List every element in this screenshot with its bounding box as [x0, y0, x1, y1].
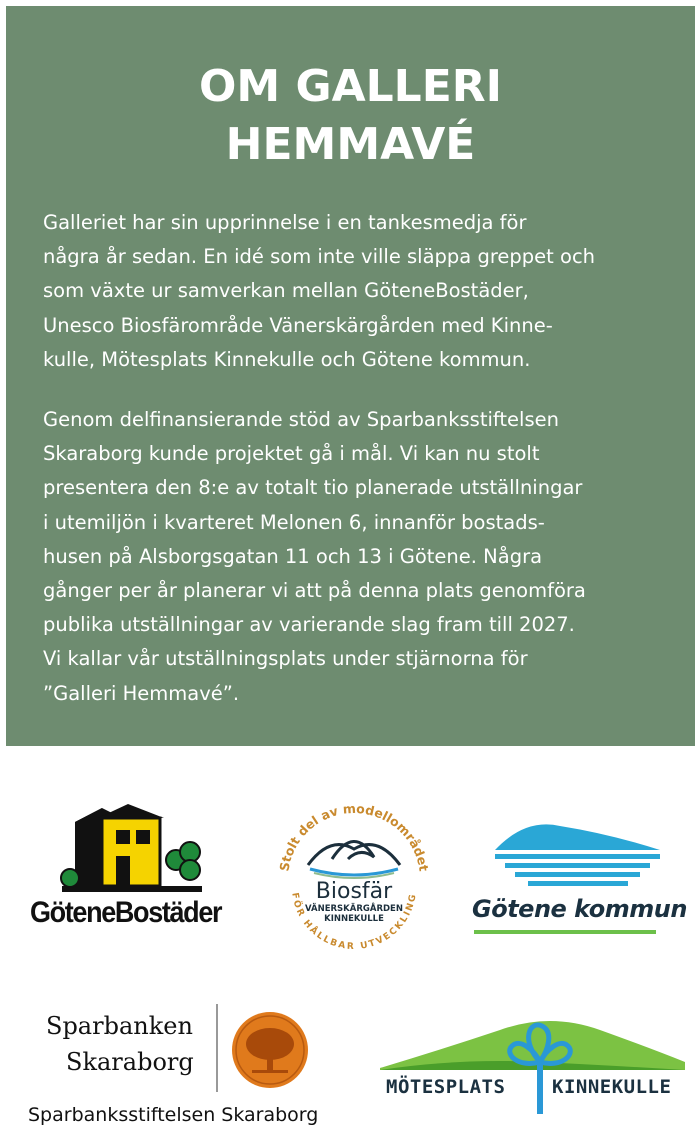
motesplats-word: MÖTESPLATS — [386, 1076, 506, 1098]
biosfar-sub1: VÄNERSKÄRGÅRDEN — [305, 904, 403, 914]
title-line-1: OM GALLERI — [198, 61, 503, 112]
paragraph-line: gånger per år planerar vi att på denna plats genomföra — [43, 579, 586, 603]
trefoil-hill-icon — [380, 1000, 685, 1120]
gotenebostader-name: GöteneBostäder — [30, 896, 222, 929]
svg-text:Stolt del av modellområdet — [276, 801, 431, 873]
sparbanken-divider — [216, 1004, 218, 1092]
paragraph-line: Galleriet har sin upprinnelse i en tankesmedja för — [43, 211, 527, 234]
biosfar-name: Biosfär — [315, 879, 393, 904]
paragraph-line: kulle, Mötesplats Kinnekulle och Götene kommun. — [43, 347, 531, 371]
mountain-lake-icon — [470, 820, 680, 890]
paragraph-line: ”Galleri Hemmavé”. — [43, 681, 240, 705]
gotene-kommun-logo — [470, 820, 687, 940]
gotene-kommun-name: Götene kommun — [472, 895, 687, 923]
biosfar-logo — [270, 795, 438, 963]
sparbanken-logo — [20, 1000, 340, 1135]
kinnekulle-word: KINNEKULLE — [552, 1076, 672, 1098]
house-trees-icon — [30, 800, 235, 900]
page-title — [6, 58, 695, 174]
sparbanken-caption: Sparbanksstiftelsen Skaraborg — [28, 1104, 319, 1126]
paragraph-line: publika utställningar av varierande slag fram till 2027. — [43, 613, 575, 637]
paragraph-origin — [43, 206, 663, 377]
gotene-kommun-underline — [474, 930, 656, 934]
biosfar-arc-top: Stolt del av modellområdet — [276, 800, 432, 873]
paragraph-line: i utemiljön i kvarteret Melonen 6, innanför bostads- — [43, 510, 545, 534]
paragraph-line: Skaraborg kunde projektet gå i mål. Vi kan nu stolt — [43, 442, 540, 466]
paragraph-line: Genom delfinansierande stöd av Sparbanksstiftelsen — [43, 408, 559, 431]
sparbanken-line1: Sparbanken — [46, 1012, 193, 1040]
sparbanken-line2: Skaraborg — [66, 1048, 194, 1076]
info-panel — [6, 6, 695, 746]
paragraph-line: som växte ur samverkan mellan GöteneBostäder, — [43, 279, 529, 303]
title-line-2: HEMMAVÉ — [225, 119, 476, 170]
gotenebostader-logo — [30, 800, 235, 940]
paragraph-line: Unesco Biosfärområde Vänerskärgården med Kinne- — [43, 313, 553, 337]
paragraph-line: presentera den 8:e av totalt tio planerade utställningar — [43, 476, 583, 500]
biosfar-sub2: KINNEKULLE — [324, 914, 384, 924]
oak-tree-coin-icon — [230, 1010, 310, 1090]
paragraph-line: några år sedan. En idé som inte ville släppa greppet och — [43, 245, 596, 269]
paragraph-funding — [43, 403, 663, 711]
biosfar-arc-bottom: FÖR HÅLLBAR UTVECKLING — [289, 891, 419, 953]
paragraph-line: husen på Alsborgsgatan 11 och 13 i Götene. Några — [43, 544, 543, 568]
paragraph-line: Vi kallar vår utställningsplats under stjärnorna för — [43, 647, 528, 671]
motesplats-kinnekulle-logo — [380, 1000, 685, 1120]
